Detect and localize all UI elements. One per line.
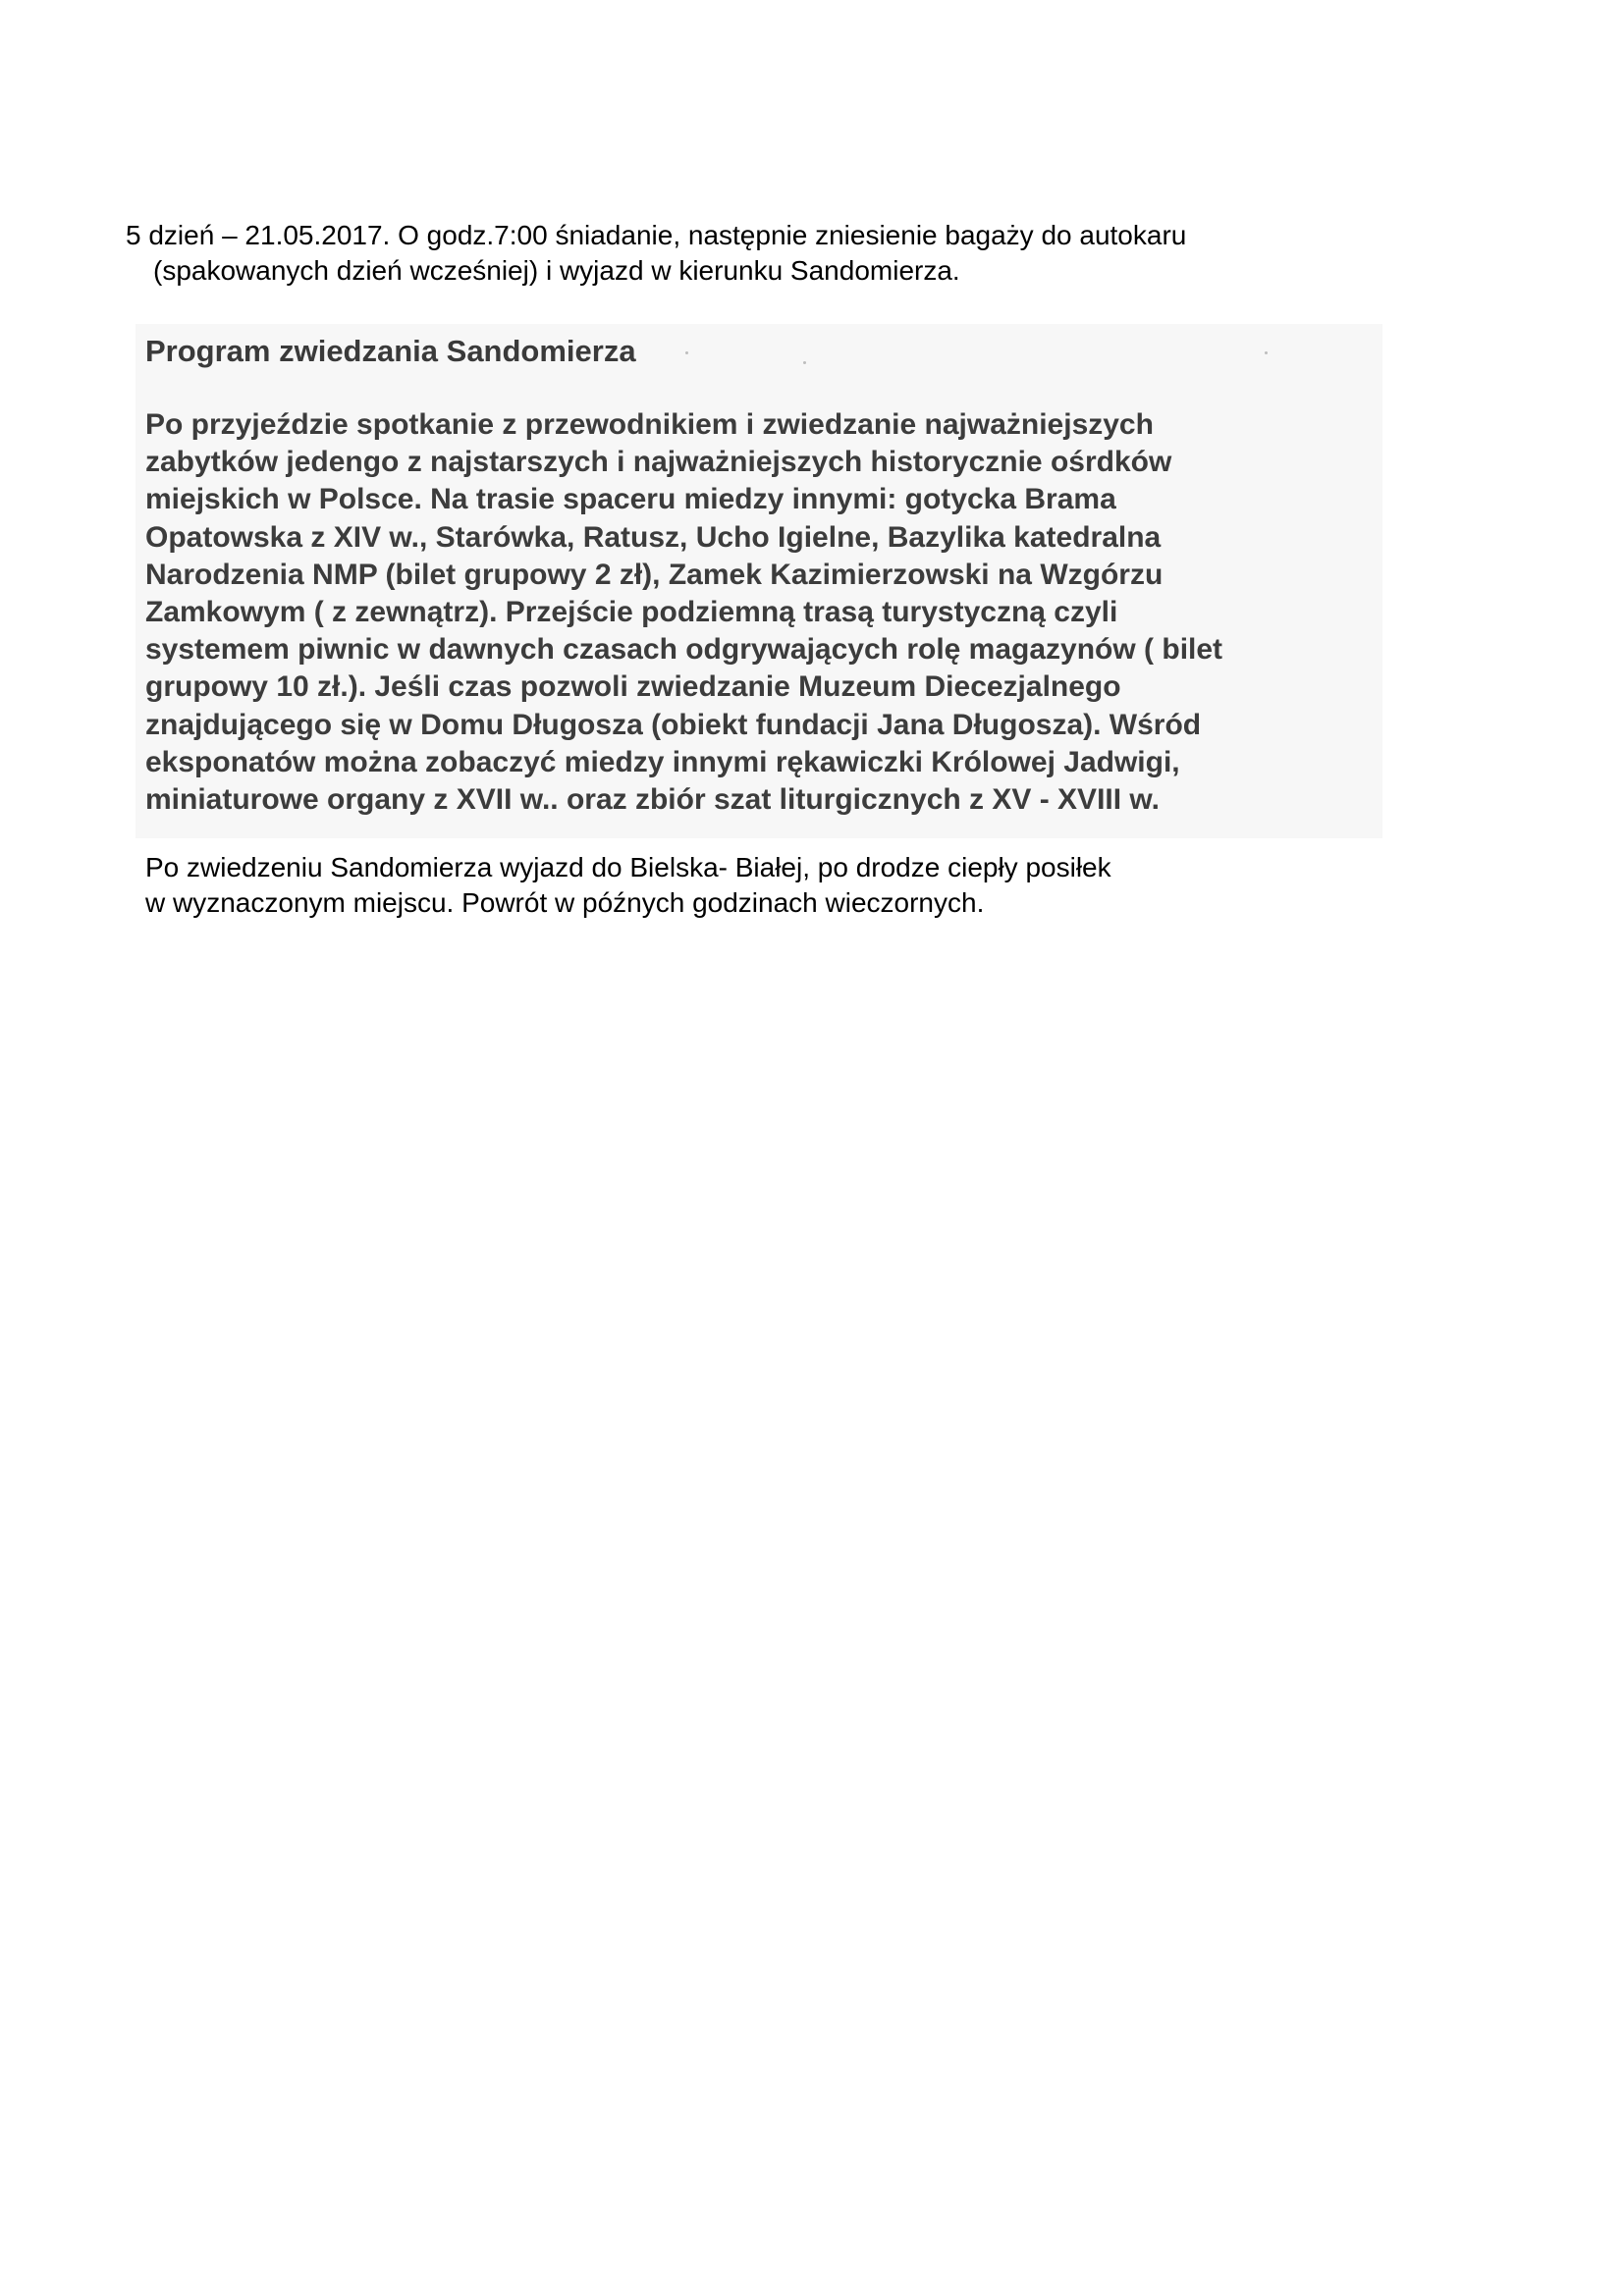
program-body [145, 406, 1373, 819]
scan-speck [1265, 351, 1268, 354]
program-line: eksponatów można zobaczyć miedzy innymi rękawiczki Królowej Jadwigi, [145, 745, 1180, 778]
program-line: Zamkowym ( z zewnątrz). Przejście podziemną trasą turystyczną czyli [145, 596, 1118, 629]
program-line: Po przyjeździe spotkanie z przewodnikiem i zwiedzanie najważniejszych [145, 408, 1154, 441]
outro-line-1: Po zwiedzeniu Sandomierza wyjazd do Bielska- Białej, po drodze ciepły posiłek [145, 852, 1111, 882]
program-line: znajdującego się w Domu Długosza (obiekt fundacji Jana Długosza). Wśród [145, 708, 1202, 741]
outro-line-2: w wyznaczonym miejscu. Powrót w późnych godzinach wieczornych. [145, 887, 985, 918]
program-line: grupowy 10 zł.). Jeśli czas pozwoli zwiedzanie Muzeum Diecezjalnego [145, 670, 1121, 704]
program-line: miejskich w Polsce. Na trasie spaceru miedzy innymi: gotycka Brama [145, 483, 1116, 516]
intro-line-2: (spakowanych dzień wcześniej) i wyjazd w kierunku Sandomierza. [153, 255, 960, 286]
scan-speck [803, 361, 806, 364]
day-5-intro [126, 218, 1402, 289]
program-line: systemem piwnic w dawnych czasach odgrywających rolę magazynów ( bilet [145, 633, 1223, 667]
program-line: Narodzenia NMP (bilet grupowy 2 zł), Zamek Kazimierzowski na Wzgórzu [145, 558, 1164, 591]
return-paragraph [145, 850, 1373, 921]
program-title: Program zwiedzania Sandomierza [145, 334, 636, 368]
program-line: Opatowska z XIV w., Starówka, Ratusz, Ucho Igielne, Bazylika katedralna [145, 520, 1162, 554]
intro-line-1: 5 dzień – 21.05.2017. O godz.7:00 śniadanie, następnie zniesienie bagaży do autokaru [126, 220, 1187, 250]
program-line: zabytków jedengo z najstarszych i najważniejszych historycznie ośrdków [145, 446, 1172, 479]
scan-speck [685, 351, 688, 354]
scanned-program-image [135, 324, 1382, 838]
program-line: miniaturowe organy z XVII w.. oraz zbiór szat liturgicznych z XV - XVIII w. [145, 783, 1160, 817]
